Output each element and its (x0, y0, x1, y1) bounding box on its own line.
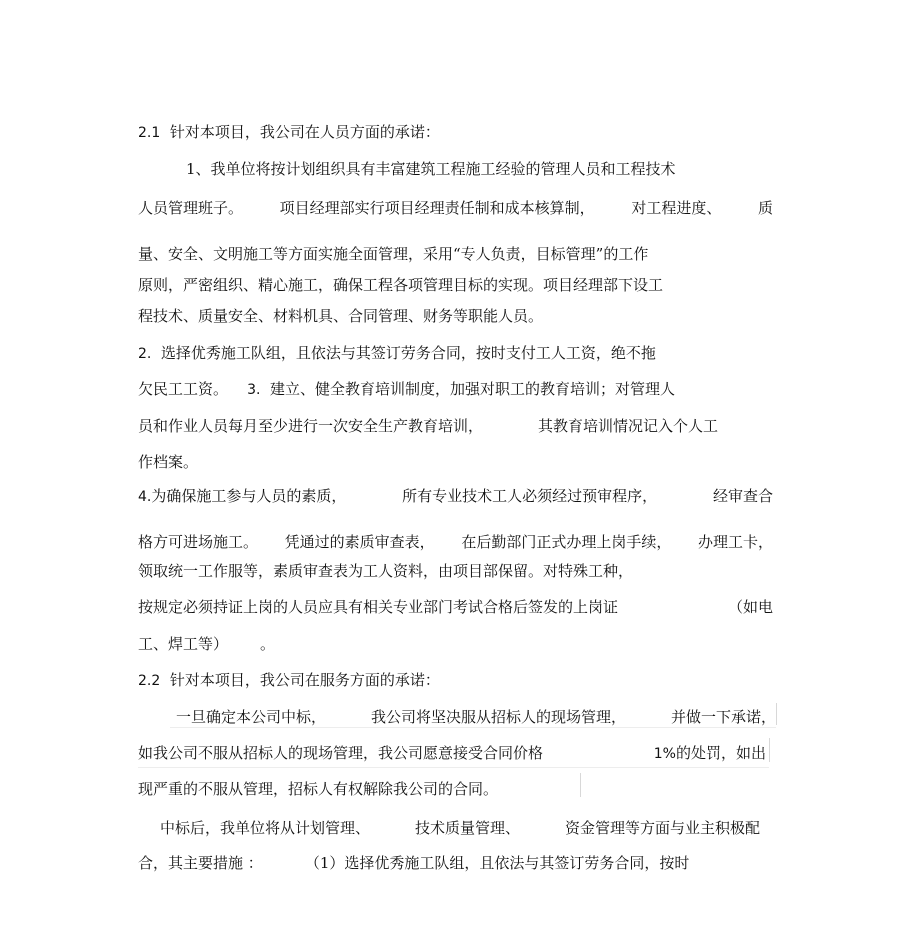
p4-line-4: 按规定必须持证上岗的人员应具有相关专业部门考试合格后签发的上岗证 （如电 (138, 598, 773, 616)
p5-line-1: 一旦确定本公司中标， 我公司将坚决服从招标人的现场管理， 并做一下承诺， (176, 708, 776, 726)
p1-line-2: 人员管理班子。 项目经理部实行项目经理责任制和成本核算制， 对工程进度、 质 (138, 199, 773, 217)
border-line (769, 738, 770, 762)
p1-line-3: 量、安全、文明施工等方面实施全面管理，采用“专人负责，目标管理”的工作 (138, 245, 649, 263)
border-line (138, 767, 769, 768)
p4-line-3: 领取统一工作服等，素质审查表为工人资料，由项目部保留。对特殊工种， (138, 562, 634, 580)
p1-line-4: 原则，严密组织、精心施工，确保工程各项管理目标的实现。项目经理部下设工 (138, 276, 664, 294)
p5-line-3: 现严重的不服从管理，招标人有权解除我公司的合同。 (138, 780, 499, 798)
p2-line-1: 2. 选择优秀施工队组，且依法与其签订劳务合同，按时支付工人工资，绝不拖 (138, 344, 656, 362)
p2-line-4: 作档案。 (138, 453, 199, 471)
section-2-1-heading: 2.1 针对本项目，我公司在人员方面的承诺： (138, 123, 440, 141)
p4-line-5: 工、焊工等） 。 (138, 635, 276, 653)
border-line (580, 773, 581, 797)
p4-line-2: 格方可进场施工。 凭通过的素质审查表， 在后勤部门正式办理上岗手续， 办理工卡， (138, 533, 773, 551)
p6-line-2: 合，其主要措施 ： （1）选择优秀施工队组，且依法与其签订劳务合同，按时 (138, 854, 690, 872)
section-2-2-heading: 2.2 针对本项目，我公司在服务方面的承诺： (138, 671, 440, 689)
p1-line-5: 程技术、质量安全、材料机具、合同管理、财务等职能人员。 (138, 307, 544, 325)
p2-line-2: 欠民工工资。 3. 建立、健全教育培训制度，加强对职工的教育培训；对管理人 (138, 380, 676, 398)
p4-line-1: 4.为确保施工参与人员的素质， 所有专业技术工人必须经过预审程序， 经审查合 (138, 487, 773, 505)
p1-line-1: 1、我单位将按计划组织具有丰富建筑工程施工经验的管理人员和工程技术 (186, 160, 676, 178)
p2-line-3: 员和作业人员每月至少进行一次安全生产教育培训， 其教育培训情况记入个人工 (138, 417, 719, 435)
border-line (776, 703, 777, 725)
p5-line-2: 如我公司不服从招标人的现场管理，我公司愿意接受合同价格 1%的处罚，如出 (138, 744, 766, 762)
p6-line-1: 中标后，我单位将从计划管理、 技术质量管理、 资金管理等方面与业主积极配 (160, 819, 760, 837)
border-line (170, 727, 776, 728)
